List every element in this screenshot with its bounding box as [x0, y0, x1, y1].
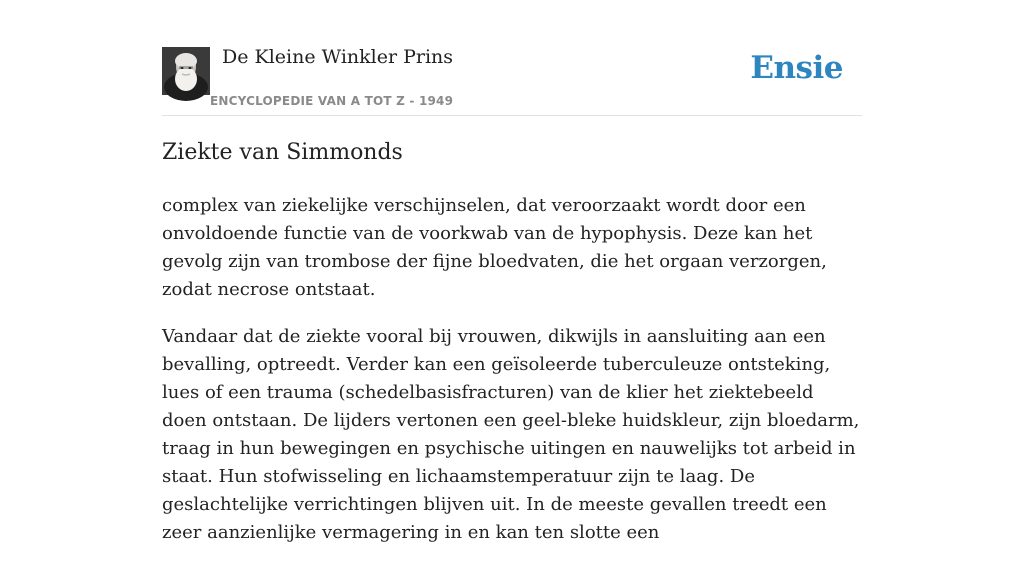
source-subtitle: ENCYCLOPEDIE VAN A TOT Z - 1949 [210, 94, 454, 108]
article-paragraph: complex van ziekelijke verschijnselen, dat veroorzaakt wordt door een onvoldoende functie van de voorkwab van de hypophysis. Deze kan het gevolg zijn van trombose der fijne bloedvaten, die het orgaan verzorgen, zodat necrose ontstaat. [162, 195, 827, 300]
source-title[interactable]: De Kleine Winkler Prins [222, 46, 454, 68]
bearded-man-portrait-icon [162, 47, 210, 95]
article-body [162, 192, 862, 566]
source-header [162, 0, 862, 116]
article-title: Ziekte van Simmonds [162, 140, 403, 165]
ensie-logo[interactable]: Ensie [750, 50, 843, 86]
article-paragraph: Vandaar dat de ziekte vooral bij vrouwen, dikwijls in aansluiting aan een bevalling, optreedt. Verder kan een geïsoleerde tuberculeuze ontsteking, lues of een trauma (schedelbasisfracturen) van de klier het ziektebeeld doen ontstaan. De lijders vertonen een geel-bleke huidskleur, zijn bloedarm, traag in hun bewegingen en psychische uitingen en nauwelijks tot arbeid in staat. Hun stofwisseling en lichaamstemperatuur zijn te laag. De geslachtelijke verrichtingen blijven uit. In de meeste gevallen treedt een zeer aanzienlijke vermagering in en kan ten slotte een [162, 326, 860, 543]
source-avatar[interactable] [162, 47, 210, 95]
content-container [162, 0, 862, 543]
